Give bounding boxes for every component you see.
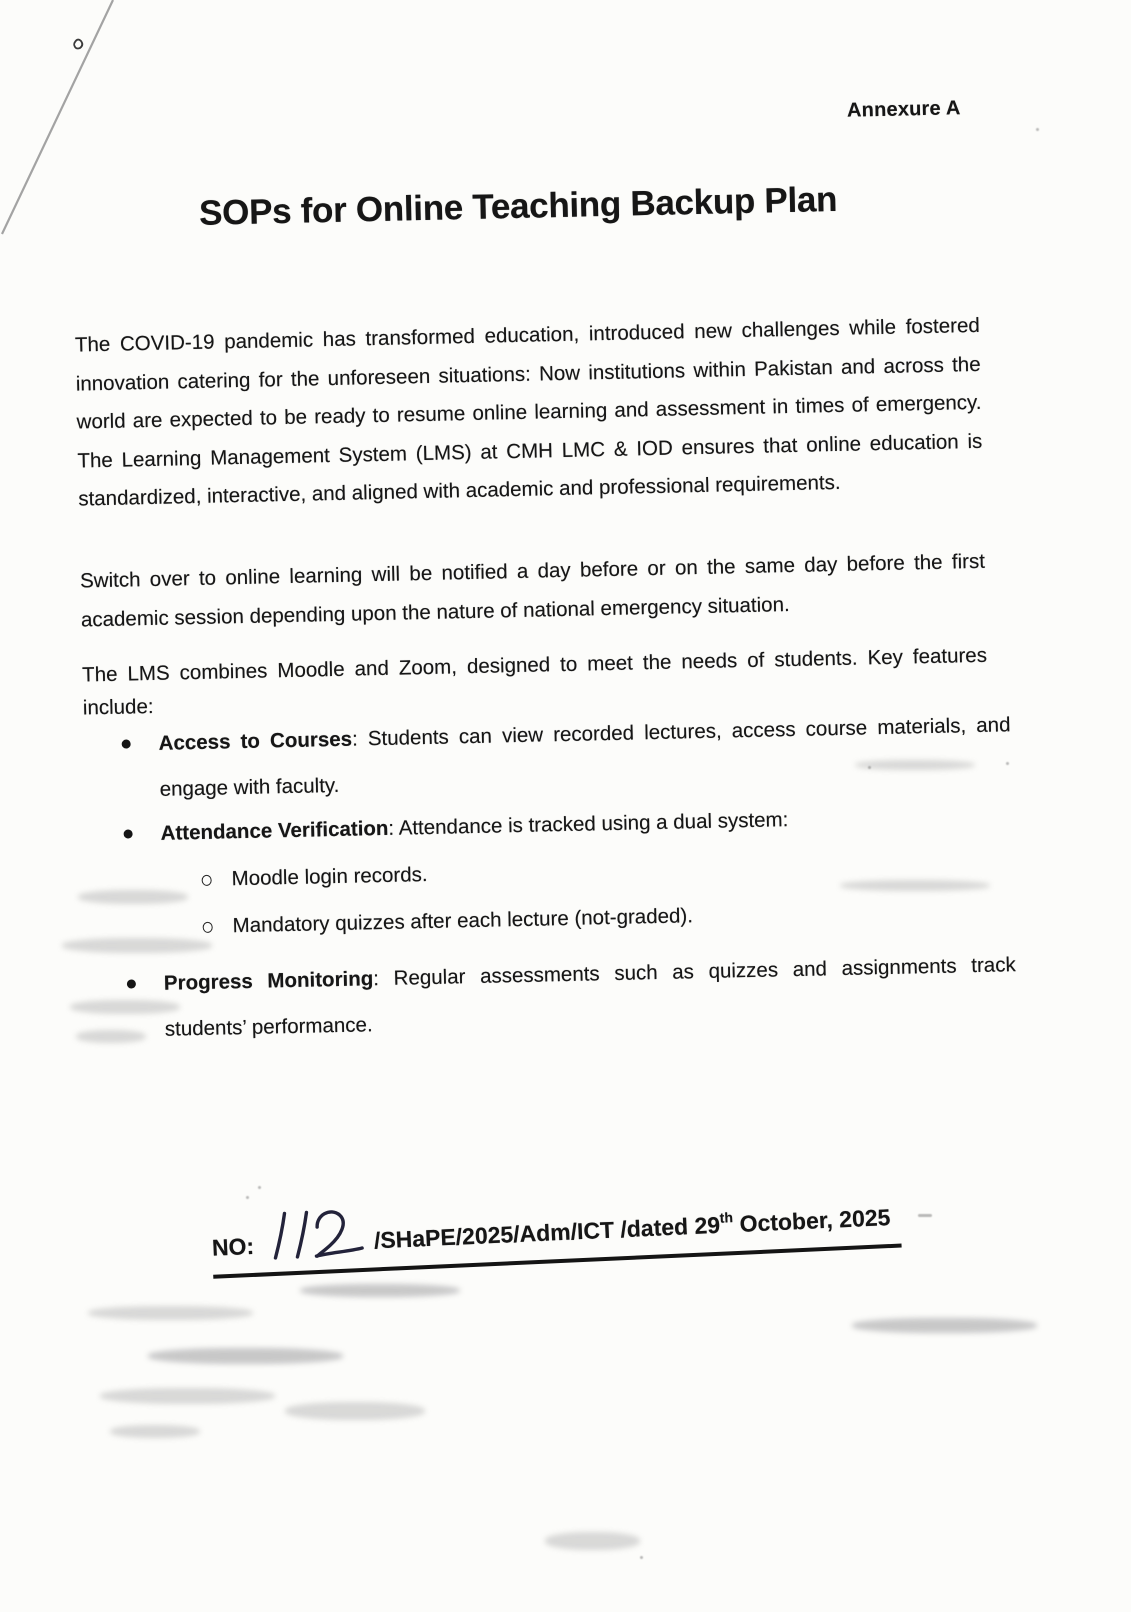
- bullet-marker: [122, 739, 131, 748]
- reference-number-line: [210, 1177, 902, 1279]
- text-line: innovation catering for the unforeseen situations: Now institutions within Pakistan and across the: [75, 352, 981, 396]
- sub-bullet-marker: [203, 922, 213, 933]
- ghost-text-smudge: [300, 1284, 460, 1297]
- text-line: Moodle login records.: [231, 863, 428, 891]
- bullet-item-progress-monitoring: [88, 942, 1030, 1054]
- reference-text: /SHaPE/2025/Adm/ICT /dated 29th October, 2025: [373, 1204, 891, 1254]
- reference-label: NO:: [211, 1232, 255, 1261]
- text-line: engage with faculty.: [159, 773, 340, 801]
- text-line: standardized, interactive, and aligned with academic and professional requirements.: [78, 470, 841, 511]
- bullet-marker: [124, 829, 133, 838]
- text-line: Mandatory quizzes after each lecture (not-graded).: [232, 904, 694, 938]
- bullet-lead: Access to Courses: [158, 727, 353, 755]
- annexure-label: Annexure A: [846, 97, 961, 122]
- ghost-text-smudge: [110, 1425, 200, 1438]
- scan-speck: [918, 1214, 932, 1217]
- ghost-text-smudge: [88, 1306, 253, 1320]
- ghost-text-smudge: [62, 938, 212, 953]
- ghost-text-smudge: [840, 880, 990, 891]
- scan-speck: [1036, 128, 1039, 131]
- ghost-text-smudge: [285, 1402, 425, 1420]
- text-line: include:: [82, 694, 154, 720]
- text-line: students’ performance.: [164, 1013, 373, 1041]
- sub-bullet-mandatory-quizzes: [87, 895, 1027, 943]
- text-line: The COVID-19 pandemic has transformed education, introduced new challenges while fostered: [74, 313, 980, 357]
- paragraph-intro: [75, 307, 984, 519]
- ghost-text-smudge: [852, 1318, 1037, 1333]
- paragraph-switchover: [80, 543, 986, 640]
- ghost-text-smudge: [76, 1030, 146, 1043]
- ghost-text-smudge: [78, 890, 188, 904]
- bullet-text: : Regular assessments such as quizzes and assignments track: [373, 953, 1016, 991]
- ghost-text-smudge: [70, 1000, 180, 1014]
- scan-speck: [246, 1196, 249, 1199]
- text-line: academic session depending upon the nature of national emergency situation.: [80, 592, 790, 632]
- ghost-text-smudge: [100, 1388, 275, 1404]
- ghost-text-smudge: [855, 760, 975, 770]
- scan-speck: [868, 766, 871, 769]
- scan-speck: [1006, 762, 1009, 765]
- text-line: The LMS combines Moodle and Zoom, designed to meet the needs of students. Key features: [81, 643, 988, 687]
- sub-bullet-marker: [202, 875, 212, 886]
- handwritten-number: [256, 1201, 367, 1268]
- ghost-text-smudge: [545, 1532, 640, 1550]
- text-line: Switch over to online learning will be notified a day before or on the same day before the first: [79, 549, 986, 593]
- bullet-text: : Attendance is tracked using a dual system:: [388, 808, 789, 840]
- bullet-lead: Attendance Verification: [160, 816, 389, 845]
- bullet-lead: Progress Monitoring: [163, 967, 374, 995]
- scan-speck: [640, 1556, 643, 1559]
- bullet-marker: [127, 979, 136, 988]
- scan-speck: [258, 1186, 261, 1189]
- document-title: SOPs for Online Teaching Backup Plan: [198, 179, 838, 233]
- text-line: The Learning Management System (LMS) at CMH LMC & IOD ensures that online education is: [77, 429, 983, 473]
- bullet-text: : Students can view recorded lectures, access course materials, and: [351, 713, 1011, 751]
- reference-superscript: th: [719, 1209, 734, 1226]
- text-line: world are expected to be ready to resume online learning and assessment in times of emergency.: [76, 390, 982, 434]
- ghost-text-smudge: [148, 1348, 343, 1364]
